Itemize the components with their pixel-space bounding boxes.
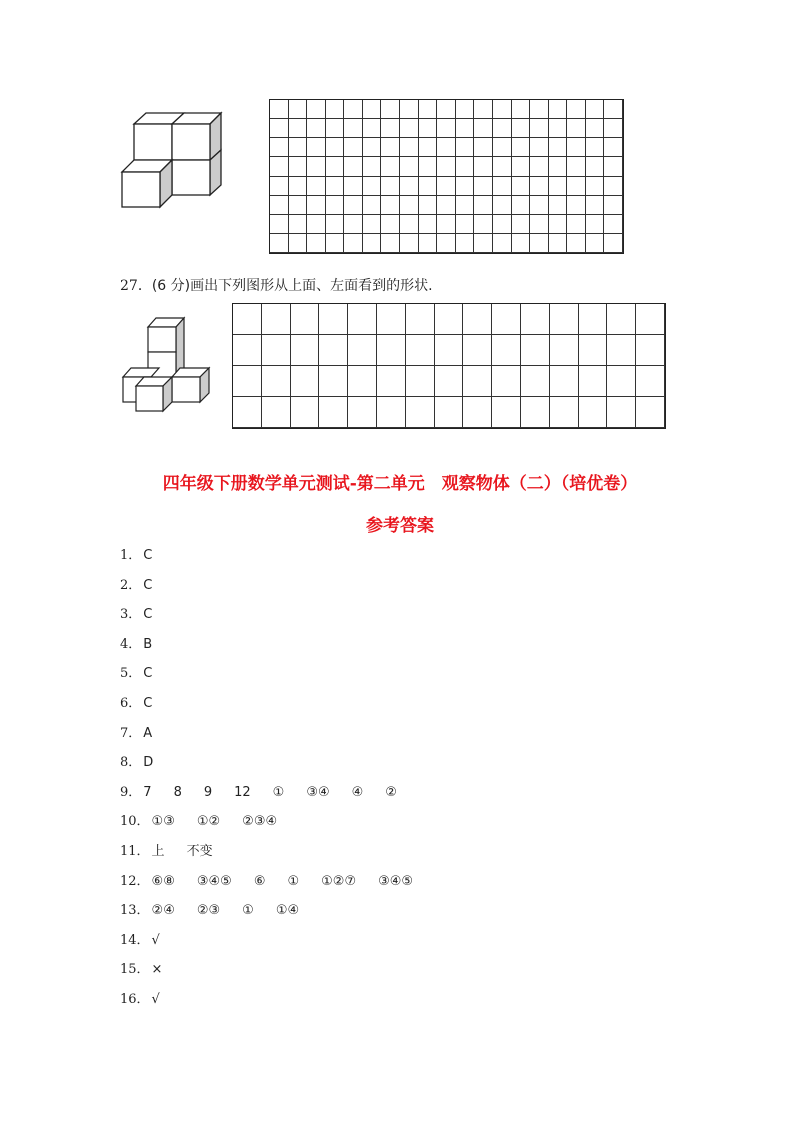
grid-cell xyxy=(348,397,377,428)
grid-cell xyxy=(474,234,493,253)
grid-cell xyxy=(549,215,568,234)
grid-cell xyxy=(456,234,475,253)
grid-cell xyxy=(437,157,456,176)
grid-cell xyxy=(456,196,475,215)
answer-row xyxy=(120,899,321,918)
grid-cell xyxy=(289,234,308,253)
answer-row xyxy=(120,870,435,889)
grid-cell xyxy=(419,157,438,176)
grid-cell xyxy=(521,397,550,428)
grid-cell xyxy=(567,138,586,157)
grid-cell xyxy=(262,366,291,397)
grid-cell xyxy=(493,119,512,138)
grid-cell xyxy=(579,304,608,335)
answer-row xyxy=(120,574,174,593)
answer-item: A xyxy=(143,725,153,741)
grid-cell xyxy=(289,196,308,215)
answer-number: 3． xyxy=(120,607,142,623)
grid-cell xyxy=(270,100,289,119)
grid-cell xyxy=(521,304,550,335)
grid-cell xyxy=(435,366,464,397)
grid-cell xyxy=(607,397,636,428)
grid-cell xyxy=(586,100,605,119)
grid-cell xyxy=(474,215,493,234)
answer-number: 14． xyxy=(120,932,150,948)
grid-cell xyxy=(326,157,345,176)
grid-cell xyxy=(579,366,608,397)
grid-cell xyxy=(567,234,586,253)
grid-cell xyxy=(530,138,549,157)
grid-cell xyxy=(530,100,549,119)
grid-cell xyxy=(456,100,475,119)
grid-cell xyxy=(348,366,377,397)
grid-cell xyxy=(326,100,345,119)
answer-row xyxy=(120,722,174,741)
grid-cell xyxy=(406,397,435,428)
answer-row xyxy=(120,603,174,622)
answer-item: ⑥⑧ xyxy=(151,873,175,889)
grid-cell xyxy=(233,397,262,428)
grid-cell xyxy=(456,215,475,234)
grid-cell xyxy=(463,304,492,335)
grid-cell xyxy=(289,100,308,119)
grid-cell xyxy=(400,234,419,253)
grid-cell xyxy=(419,177,438,196)
grid-cell xyxy=(262,397,291,428)
answer-item: C xyxy=(143,548,153,563)
answer-row xyxy=(120,810,299,829)
grid-cell xyxy=(636,366,665,397)
grid-cell xyxy=(363,215,382,234)
grid-cell xyxy=(291,397,320,428)
answer-row xyxy=(120,692,174,711)
grid-cell xyxy=(363,100,382,119)
grid-cell xyxy=(344,177,363,196)
grid-cell xyxy=(326,234,345,253)
answer-item: C xyxy=(143,577,153,593)
grid-cell xyxy=(344,157,363,176)
answer-item: 7 xyxy=(143,784,152,800)
answer-row xyxy=(120,751,175,770)
grid-cell xyxy=(463,366,492,397)
grid-cell xyxy=(400,215,419,234)
grid-cell xyxy=(307,157,326,176)
grid-cell xyxy=(307,119,326,138)
answer-item: ① xyxy=(242,903,254,919)
grid-cell xyxy=(492,335,521,366)
grid-cell xyxy=(567,196,586,215)
grid-cell xyxy=(474,177,493,196)
grid-cell xyxy=(289,177,308,196)
answer-item: ①② xyxy=(196,814,221,830)
grid-cell xyxy=(586,157,605,176)
grid-cell xyxy=(262,335,291,366)
answer-item: 上 xyxy=(151,844,165,859)
grid-cell xyxy=(419,196,438,215)
answer-item: × xyxy=(151,962,163,978)
grid-cell xyxy=(381,234,400,253)
grid-cell xyxy=(636,304,665,335)
grid-cell xyxy=(437,119,456,138)
grid-cell xyxy=(512,138,531,157)
grid-cell xyxy=(437,234,456,253)
grid-cell xyxy=(419,119,438,138)
grid-cell xyxy=(550,366,579,397)
grid-cell xyxy=(437,215,456,234)
grid-cell xyxy=(307,215,326,234)
grid-cell xyxy=(604,196,623,215)
grid-cell xyxy=(474,196,493,215)
grid-cell xyxy=(549,119,568,138)
grid-cell xyxy=(381,100,400,119)
answer-number: 12． xyxy=(120,873,150,889)
answer-item: 9 xyxy=(203,784,213,800)
grid-cell xyxy=(549,100,568,119)
grid-cell xyxy=(530,234,549,253)
grid-cell xyxy=(474,119,493,138)
grid-cell xyxy=(607,335,636,366)
grid-cell xyxy=(493,177,512,196)
grid-cell xyxy=(636,335,665,366)
grid-cell xyxy=(512,177,531,196)
grid-cell xyxy=(319,366,348,397)
question-27 xyxy=(120,275,433,295)
answer-item: ③④ xyxy=(306,784,330,800)
answer-item: ①②⑦ xyxy=(321,873,357,889)
grid-cell xyxy=(344,215,363,234)
grid-cell xyxy=(435,304,464,335)
grid-cell xyxy=(521,366,550,397)
grid-cell xyxy=(326,215,345,234)
grid-cell xyxy=(549,234,568,253)
grid-cell xyxy=(291,304,320,335)
drawing-grid-27[interactable] xyxy=(232,303,666,429)
grid-cell xyxy=(530,215,549,234)
answer-item: 8 xyxy=(173,784,182,800)
grid-cell xyxy=(233,335,262,366)
answer-number: 11． xyxy=(120,844,150,859)
grid-cell xyxy=(586,119,605,138)
grid-cell xyxy=(381,138,400,157)
answer-subtitle: 参考答案 xyxy=(366,516,434,536)
grid-cell xyxy=(492,366,521,397)
grid-cell xyxy=(363,138,382,157)
grid-cell xyxy=(636,397,665,428)
grid-cell xyxy=(474,138,493,157)
answer-number: 13． xyxy=(120,903,150,919)
grid-cell xyxy=(289,157,308,176)
grid-cell xyxy=(326,119,345,138)
answer-item: ④ xyxy=(351,784,364,800)
grid-cell xyxy=(549,177,568,196)
grid-cell xyxy=(493,138,512,157)
answer-row xyxy=(120,840,235,859)
grid-cell xyxy=(406,304,435,335)
grid-cell xyxy=(493,100,512,119)
grid-cell xyxy=(326,196,345,215)
grid-cell xyxy=(435,335,464,366)
grid-cell xyxy=(493,234,512,253)
grid-cell xyxy=(567,177,586,196)
answer-row xyxy=(120,958,184,977)
grid-cell xyxy=(377,397,406,428)
grid-cell xyxy=(344,234,363,253)
grid-cell xyxy=(233,304,262,335)
grid-cell xyxy=(400,196,419,215)
cube-figure-27 xyxy=(123,318,209,411)
answer-number: 16． xyxy=(120,992,150,1007)
grid-cell xyxy=(381,157,400,176)
grid-cell xyxy=(604,138,623,157)
grid-cell xyxy=(291,366,320,397)
answer-number: 8． xyxy=(120,755,142,771)
grid-cell xyxy=(492,304,521,335)
grid-cell xyxy=(463,397,492,428)
grid-cell xyxy=(289,119,308,138)
answer-number: 6． xyxy=(120,696,142,711)
grid-cell xyxy=(307,177,326,196)
grid-cell xyxy=(326,138,345,157)
grid-cell xyxy=(512,119,531,138)
grid-cell xyxy=(381,177,400,196)
answer-item: ② xyxy=(385,784,397,800)
answer-row xyxy=(120,929,182,948)
grid-cell xyxy=(567,119,586,138)
grid-cell xyxy=(530,177,549,196)
grid-cell xyxy=(400,119,419,138)
grid-cell xyxy=(437,177,456,196)
answer-item: C xyxy=(143,666,153,682)
grid-cell xyxy=(604,215,623,234)
grid-cell xyxy=(549,157,568,176)
answer-row xyxy=(120,781,419,800)
question-number: 27． xyxy=(120,278,152,294)
grid-cell xyxy=(493,215,512,234)
grid-cell xyxy=(270,177,289,196)
grid-cell xyxy=(400,100,419,119)
grid-cell xyxy=(363,177,382,196)
grid-cell xyxy=(549,138,568,157)
grid-cell xyxy=(363,234,382,253)
grid-cell xyxy=(607,366,636,397)
grid-cell xyxy=(381,196,400,215)
answer-item: ②③④ xyxy=(242,814,278,830)
grid-cell xyxy=(406,366,435,397)
answer-item: 不变 xyxy=(186,844,213,859)
grid-cell xyxy=(381,119,400,138)
grid-cell xyxy=(406,335,435,366)
answer-item: ① xyxy=(287,873,300,889)
answer-item: √ xyxy=(151,932,160,948)
answer-title: 四年级下册数学单元测试-第二单元 观察物体（二）（培优卷） xyxy=(162,474,638,494)
answer-number: 4． xyxy=(120,636,142,652)
grid-cell xyxy=(456,138,475,157)
grid-cell xyxy=(319,304,348,335)
grid-cell xyxy=(377,366,406,397)
grid-cell xyxy=(270,119,289,138)
grid-cell xyxy=(493,157,512,176)
answer-item: ③④⑤ xyxy=(196,873,232,889)
answer-item: B xyxy=(143,636,153,652)
grid-cell xyxy=(530,196,549,215)
grid-cell xyxy=(586,196,605,215)
grid-cell xyxy=(377,335,406,366)
grid-cell xyxy=(344,196,363,215)
answer-item: ① xyxy=(272,784,285,800)
answer-number: 9． xyxy=(120,784,142,800)
grid-cell xyxy=(512,234,531,253)
answer-item: ②③ xyxy=(196,903,221,919)
answer-row xyxy=(120,662,174,681)
grid-cell xyxy=(289,215,308,234)
answer-number: 1． xyxy=(120,548,142,563)
grid-cell xyxy=(550,397,579,428)
grid-cell xyxy=(344,119,363,138)
answer-number: 10． xyxy=(120,814,150,830)
answer-item: ⑥ xyxy=(253,873,266,889)
grid-cell xyxy=(419,215,438,234)
answer-item: C xyxy=(143,607,153,623)
grid-cell xyxy=(400,138,419,157)
grid-cell xyxy=(549,196,568,215)
answer-number: 7． xyxy=(120,725,142,741)
grid-cell xyxy=(604,177,623,196)
grid-cell xyxy=(586,177,605,196)
answer-item: ①④ xyxy=(275,903,300,919)
answer-row xyxy=(120,633,174,652)
grid-cell xyxy=(291,335,320,366)
grid-cell xyxy=(435,397,464,428)
grid-cell xyxy=(567,157,586,176)
grid-cell xyxy=(381,215,400,234)
grid-cell xyxy=(363,157,382,176)
grid-cell xyxy=(270,138,289,157)
grid-cell xyxy=(419,138,438,157)
grid-cell xyxy=(456,119,475,138)
cube-figure-26 xyxy=(122,113,221,207)
grid-cell xyxy=(262,304,291,335)
answer-number: 2． xyxy=(120,577,142,593)
grid-cell xyxy=(604,100,623,119)
grid-cell xyxy=(521,335,550,366)
grid-cell xyxy=(326,177,345,196)
answer-item: 12 xyxy=(234,784,251,800)
grid-cell xyxy=(604,234,623,253)
grid-cell xyxy=(512,100,531,119)
grid-cell xyxy=(530,157,549,176)
grid-cell xyxy=(270,196,289,215)
grid-cell xyxy=(567,100,586,119)
answer-item: ②④ xyxy=(151,903,175,919)
answer-item: C xyxy=(143,696,153,711)
grid-cell xyxy=(319,335,348,366)
grid-cell xyxy=(270,157,289,176)
grid-cell xyxy=(233,366,262,397)
answer-row xyxy=(120,544,174,563)
grid-cell xyxy=(463,335,492,366)
answer-row xyxy=(120,988,182,1007)
grid-cell xyxy=(586,138,605,157)
answer-number: 15． xyxy=(120,962,150,978)
grid-cell xyxy=(550,335,579,366)
grid-cell xyxy=(512,196,531,215)
grid-cell xyxy=(492,397,521,428)
grid-cell xyxy=(307,234,326,253)
grid-cell xyxy=(344,138,363,157)
grid-cell xyxy=(550,304,579,335)
grid-cell xyxy=(579,335,608,366)
answer-item: D xyxy=(143,755,154,771)
grid-cell xyxy=(363,196,382,215)
question-text: 画出下列图形从上面、左面看到的形状. xyxy=(190,278,433,294)
grid-cell xyxy=(289,138,308,157)
grid-cell xyxy=(586,234,605,253)
grid-cell xyxy=(530,119,549,138)
grid-cell xyxy=(579,397,608,428)
grid-cell xyxy=(348,335,377,366)
answer-item: √ xyxy=(151,992,160,1007)
grid-cell xyxy=(567,215,586,234)
grid-cell xyxy=(307,196,326,215)
question-score: (6 分) xyxy=(151,278,191,294)
grid-cell xyxy=(307,138,326,157)
grid-cell xyxy=(270,234,289,253)
grid-cell xyxy=(319,397,348,428)
drawing-grid-26[interactable] xyxy=(269,99,624,254)
grid-cell xyxy=(270,215,289,234)
grid-cell xyxy=(307,100,326,119)
grid-cell xyxy=(344,100,363,119)
grid-cell xyxy=(512,215,531,234)
answer-item: ①③ xyxy=(151,814,175,830)
grid-cell xyxy=(456,177,475,196)
grid-cell xyxy=(400,177,419,196)
grid-cell xyxy=(474,157,493,176)
grid-cell xyxy=(419,100,438,119)
grid-cell xyxy=(512,157,531,176)
grid-cell xyxy=(493,196,512,215)
grid-cell xyxy=(400,157,419,176)
grid-cell xyxy=(456,157,475,176)
answer-item: ③④⑤ xyxy=(378,873,414,889)
grid-cell xyxy=(586,215,605,234)
grid-cell xyxy=(419,234,438,253)
grid-cell xyxy=(377,304,406,335)
grid-cell xyxy=(363,119,382,138)
grid-cell xyxy=(604,157,623,176)
answer-number: 5． xyxy=(120,666,142,682)
grid-cell xyxy=(607,304,636,335)
grid-cell xyxy=(348,304,377,335)
grid-cell xyxy=(474,100,493,119)
grid-cell xyxy=(437,138,456,157)
grid-cell xyxy=(604,119,623,138)
grid-cell xyxy=(437,196,456,215)
grid-cell xyxy=(437,100,456,119)
